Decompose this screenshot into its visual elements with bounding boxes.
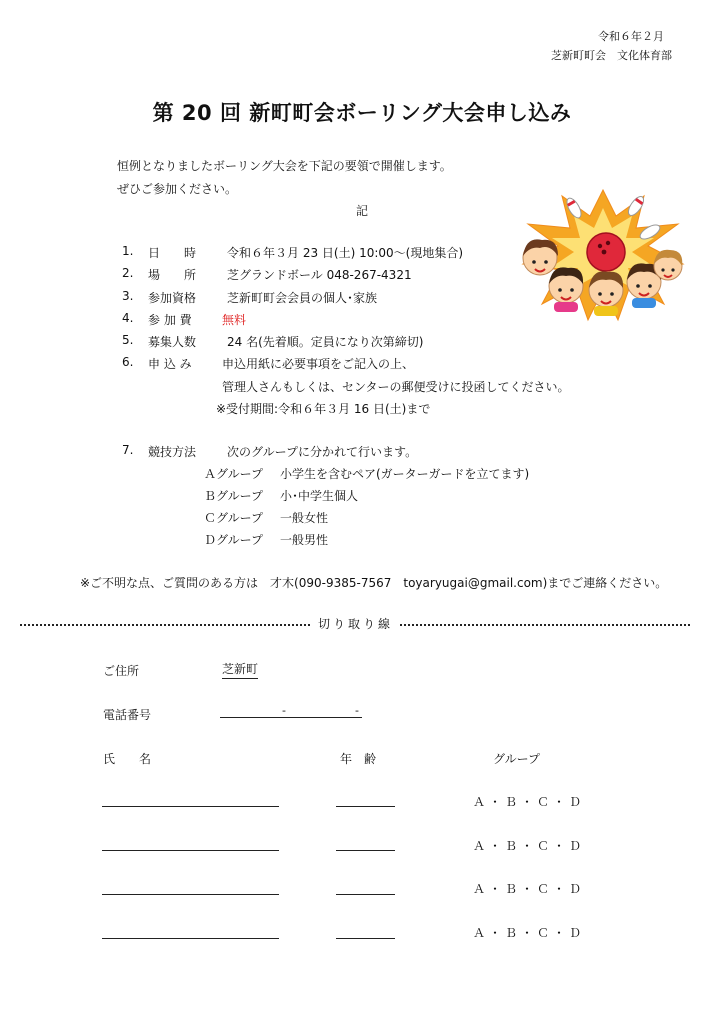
detail-label-fee: 参 加 費 <box>148 313 192 327</box>
kid-face-icon <box>549 267 583 312</box>
age-field-3[interactable] <box>336 894 395 895</box>
apply-line-2: 管理人さんもしくは、センターの郵便受けに投函してください。 <box>222 380 570 394</box>
intro-line-1: 恒例となりましたボーリング大会を下記の要領で開催します。 <box>117 159 452 173</box>
kid-face-icon <box>523 239 558 275</box>
detail-label-date: 日 時 <box>148 246 197 260</box>
detail-num-2: 2. <box>122 266 134 280</box>
phone-label: 電話番号 <box>103 708 152 722</box>
detail-value-method: 次のグループに分かれて行います。 <box>227 445 418 459</box>
group-options-3[interactable]: Ａ・Ｂ・Ｃ・Ｄ <box>473 882 586 896</box>
phone-field[interactable] <box>220 717 362 718</box>
group-column-header: グループ <box>493 752 541 766</box>
group-c-name: Ｃグループ <box>204 511 264 525</box>
detail-label-apply: 申 込 み <box>148 357 192 371</box>
group-options-1[interactable]: Ａ・Ｂ・Ｃ・Ｄ <box>473 795 586 809</box>
group-options-2[interactable]: Ａ・Ｂ・Ｃ・Ｄ <box>473 839 586 853</box>
age-field-1[interactable] <box>336 806 395 807</box>
phone-dash-1: - <box>282 704 286 717</box>
detail-num-1: 1. <box>122 244 134 258</box>
detail-value-fee: 無料 <box>222 313 247 327</box>
name-column-header: 氏 名 <box>103 752 152 766</box>
detail-value-date: 令和６年３月 23 日(土) 10:00～(現地集合) <box>227 246 464 260</box>
detail-num-7: 7. <box>122 443 134 457</box>
address-value: 芝新町 <box>222 660 258 679</box>
apply-period: ※受付期間:令和６年３月 16 日(土)まで <box>216 402 431 416</box>
age-column-header: 年 齢 <box>340 752 377 766</box>
detail-value-eligibility: 芝新町町会会員の個人･家族 <box>227 291 378 305</box>
group-options-4[interactable]: Ａ・Ｂ・Ｃ・Ｄ <box>473 926 586 940</box>
group-a-desc: 小学生を含むペア(ガーターガードを立てます) <box>280 467 530 481</box>
bowling-ball-icon <box>587 233 625 271</box>
address-label: ご住所 <box>103 664 140 678</box>
detail-value-capacity: 24 名(先着順。定員になり次第締切) <box>227 335 424 349</box>
group-d-name: Ｄグループ <box>204 533 264 547</box>
page-title: 第 20 回 新町町会ボーリング大会申し込み <box>152 101 572 125</box>
cut-line-label: 切り取り線 <box>312 615 399 632</box>
detail-label-eligibility: 参加資格 <box>148 291 197 305</box>
contact-text: ※ご不明な点、ご質問のある方は 才木(090-9385-7567 toyaryugai@gmail.com)までご連絡ください。 <box>80 576 668 590</box>
phone-dash-2: - <box>355 704 359 717</box>
ki-heading: 記 <box>356 204 369 218</box>
bowling-kids-illustration <box>518 186 688 326</box>
group-c-desc: 一般女性 <box>280 511 329 525</box>
kid-face-icon <box>654 250 682 280</box>
group-d-desc: 一般男性 <box>280 533 329 547</box>
group-b-name: Ｂグループ <box>204 489 264 503</box>
detail-value-place: 芝グランドボール 048-267-4321 <box>227 268 412 282</box>
detail-label-method: 競技方法 <box>148 445 197 459</box>
detail-label-place: 場 所 <box>148 268 197 282</box>
intro-line-2: ぜひご参加ください。 <box>117 182 238 196</box>
date-text: 令和６年２月 <box>598 30 664 43</box>
detail-label-capacity: 募集人数 <box>148 335 197 349</box>
group-a-name: Ａグループ <box>204 467 264 481</box>
name-field-4[interactable] <box>102 938 279 939</box>
detail-value-apply: 申込用紙に必要事項をご記入の上、 <box>222 357 415 371</box>
detail-num-6: 6. <box>122 355 134 369</box>
name-field-1[interactable] <box>102 806 279 807</box>
detail-num-5: 5. <box>122 333 134 347</box>
name-field-3[interactable] <box>102 894 279 895</box>
organization-text: 芝新町町会 文化体育部 <box>551 49 672 62</box>
age-field-2[interactable] <box>336 850 395 851</box>
detail-num-3: 3. <box>122 289 134 303</box>
detail-num-4: 4. <box>122 311 134 325</box>
age-field-4[interactable] <box>336 938 395 939</box>
group-b-desc: 小･中学生個人 <box>280 489 359 503</box>
name-field-2[interactable] <box>102 850 279 851</box>
